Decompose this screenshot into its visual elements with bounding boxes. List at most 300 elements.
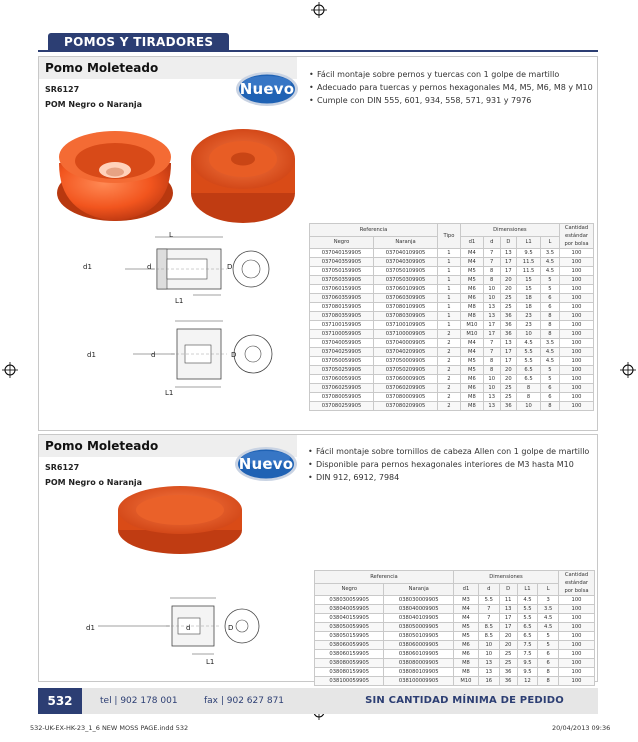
th-D: D	[500, 236, 517, 249]
table-cell: 8	[483, 366, 500, 375]
table-cell: 7.5	[517, 650, 538, 659]
table-cell: 20	[500, 366, 517, 375]
table-cell: 13	[499, 605, 517, 614]
table-row	[315, 632, 595, 641]
table-cell: 2	[438, 357, 461, 366]
table-cell: 5.5	[478, 596, 499, 605]
table-cell: M4	[460, 258, 483, 267]
product-title: Pomo Moleteado	[45, 439, 159, 453]
table-cell: 16	[478, 677, 499, 686]
table-cell: 6	[538, 650, 559, 659]
table-cell: 7.5	[517, 641, 538, 650]
table-cell: 10	[478, 641, 499, 650]
product-title: Pomo Moleteado	[45, 61, 159, 75]
table-cell: M5	[460, 366, 483, 375]
feature-item: • Adecuado para tuercas y pernos hexagonales M4, M5, M6, M8 y M10	[309, 82, 594, 94]
table-row	[310, 339, 594, 348]
table-cell: 038040009905	[384, 605, 453, 614]
table-cell: 100	[560, 393, 594, 402]
table-cell: 100	[560, 276, 594, 285]
table-cell: 4.5	[517, 339, 541, 348]
page-number: 532	[38, 688, 82, 714]
table-cell: M4	[460, 348, 483, 357]
table-cell: 17	[500, 348, 517, 357]
table-cell: 4.5	[540, 267, 559, 276]
table-cell: 13	[478, 659, 499, 668]
table-cell: 5	[540, 375, 559, 384]
feature-item: • Fácil montaje sobre tornillos de cabeza Allen con 1 golpe de martillo	[308, 446, 593, 458]
table-cell: 100	[560, 375, 594, 384]
dim-label-D: D	[228, 624, 234, 632]
table-cell: 5	[538, 641, 559, 650]
table-cell: M8	[460, 312, 483, 321]
table-cell: 10	[517, 402, 541, 411]
table-cell: 1	[438, 321, 461, 330]
table-cell: 1	[438, 276, 461, 285]
th-d1: d1	[460, 236, 483, 249]
table-cell: 9.5	[517, 249, 541, 258]
table-cell: M10	[453, 677, 478, 686]
table-cell: 7	[483, 249, 500, 258]
table-cell: 13	[483, 303, 500, 312]
table-cell: 20	[499, 641, 517, 650]
table-cell: 038060009905	[384, 641, 453, 650]
table-cell: 038060109905	[384, 650, 453, 659]
th-naranja: Naranja	[374, 236, 438, 249]
table-cell: 100	[559, 668, 595, 677]
table-cell: M5	[460, 267, 483, 276]
table-cell: 037040059905	[310, 339, 374, 348]
table-cell: 100	[560, 312, 594, 321]
table-cell: 10	[483, 375, 500, 384]
table-cell: 13	[500, 249, 517, 258]
table-cell: 100	[560, 294, 594, 303]
table-cell: 36	[500, 402, 517, 411]
table-cell: 037080059905	[310, 393, 374, 402]
phone-number: tel | 902 178 001	[100, 696, 178, 706]
technical-drawing-allen	[74, 596, 264, 662]
table-cell: 100	[560, 366, 594, 375]
table-cell: 037060209905	[374, 384, 438, 393]
table-cell: 2	[438, 375, 461, 384]
product-section-1	[38, 56, 598, 431]
table-cell: 100	[560, 258, 594, 267]
table-cell: 037080259905	[310, 402, 374, 411]
table-cell: 6	[540, 303, 559, 312]
dim-label-L1: L1	[206, 658, 215, 666]
table-cell: 100	[560, 303, 594, 312]
dim-label-d1: d1	[83, 263, 92, 271]
table-cell: 037050109905	[374, 267, 438, 276]
table-row	[310, 393, 594, 402]
th-L: L	[538, 583, 559, 596]
table-cell: 100	[560, 267, 594, 276]
nuevo-badge-2	[234, 446, 298, 482]
table-cell: 15	[517, 285, 541, 294]
table-cell: 038050109905	[384, 632, 453, 641]
table-cell: 100	[560, 339, 594, 348]
table-cell: 4.5	[540, 357, 559, 366]
table-cell: 100	[560, 249, 594, 258]
table-cell: 6	[538, 659, 559, 668]
table-cell: 037060159905	[310, 285, 374, 294]
table-cell: 100	[560, 330, 594, 339]
table-cell: 038100009905	[384, 677, 453, 686]
table-row	[310, 384, 594, 393]
registration-mark-right-icon	[620, 362, 636, 378]
table-cell: 8.5	[478, 632, 499, 641]
th-negro: Negro	[315, 583, 384, 596]
table-cell: 100	[559, 605, 595, 614]
dim-label-L1: L1	[175, 297, 184, 305]
table-cell: 6.5	[517, 632, 538, 641]
print-slug-date: 20/04/2013 09:36	[552, 724, 611, 732]
table-row	[310, 276, 594, 285]
category-header: POMOS Y TIRADORES	[48, 33, 229, 51]
table-cell: 3	[538, 596, 559, 605]
table-cell: 6.5	[517, 623, 538, 632]
table-cell: 037060259905	[310, 384, 374, 393]
th-d: d	[478, 583, 499, 596]
product-material: POM Negro o Naranja	[45, 478, 143, 487]
nuevo-badge	[235, 71, 299, 107]
table-cell: 100	[559, 650, 595, 659]
table-cell: 1	[438, 267, 461, 276]
table-cell: 5	[540, 285, 559, 294]
table-cell: 10	[478, 650, 499, 659]
table-cell: M8	[460, 393, 483, 402]
table-cell: M5	[453, 623, 478, 632]
table-cell: 037040159905	[310, 249, 374, 258]
table-cell: 17	[499, 614, 517, 623]
table-cell: 5.5	[517, 348, 541, 357]
table-cell: 037100109905	[374, 321, 438, 330]
table-cell: 25	[500, 384, 517, 393]
table-cell: 038080009905	[384, 659, 453, 668]
dim-label-d1: d1	[87, 351, 96, 359]
page-footer	[38, 688, 598, 714]
th-D: D	[499, 583, 517, 596]
table-cell: 5.5	[517, 605, 538, 614]
table-cell: 5	[540, 366, 559, 375]
nuevo-badge-label: Nuevo	[238, 455, 294, 473]
table-row	[315, 668, 595, 677]
table-cell: 3.5	[540, 339, 559, 348]
table-cell: 038050009905	[384, 623, 453, 632]
feature-item: • Disponible para pernos hexagonales interiores de M3 hasta M10	[308, 459, 593, 471]
table-cell: 037040359905	[310, 258, 374, 267]
th-negro: Negro	[310, 236, 374, 249]
table-cell: 4.5	[538, 614, 559, 623]
table-cell: 100	[560, 321, 594, 330]
table-cell: 23	[517, 321, 541, 330]
table-row	[310, 402, 594, 411]
table-cell: 17	[499, 623, 517, 632]
table-row	[310, 249, 594, 258]
table-cell: M6	[460, 375, 483, 384]
table-cell: M8	[460, 402, 483, 411]
table-cell: 037100159905	[310, 321, 374, 330]
table-cell: 8	[538, 677, 559, 686]
table-cell: 037100009905	[374, 330, 438, 339]
table-cell: 11.5	[517, 258, 541, 267]
th-L1: L1	[517, 583, 538, 596]
table-cell: 36	[499, 668, 517, 677]
product-code: SR6127	[45, 463, 80, 472]
min-order-notice: SIN CANTIDAD MÍNIMA DE PEDIDO	[365, 695, 564, 706]
spec-table-2	[314, 570, 595, 686]
table-cell: M8	[453, 659, 478, 668]
product-code: SR6127	[45, 85, 80, 94]
registration-mark-top-icon	[311, 2, 327, 18]
table-cell: 038050059905	[315, 623, 384, 632]
table-cell: 2	[438, 348, 461, 357]
table-cell: 037080159905	[310, 303, 374, 312]
table-row	[315, 677, 595, 686]
table-cell: 037080209905	[374, 402, 438, 411]
product-photo-knob-2	[110, 480, 250, 560]
table-cell: M6	[460, 294, 483, 303]
table-cell: 8	[540, 402, 559, 411]
table-cell: 6.5	[517, 375, 541, 384]
table-cell: M10	[460, 330, 483, 339]
table-cell: 1	[438, 312, 461, 321]
dim-label-d: d	[186, 624, 191, 632]
th-tipo: Tipo	[438, 224, 461, 249]
table-cell: 037050059905	[310, 357, 374, 366]
table-cell: 037060109905	[374, 285, 438, 294]
th-referencia: Referencia	[310, 224, 438, 237]
table-cell: 23	[517, 312, 541, 321]
table-cell: M5	[453, 632, 478, 641]
table-cell: 8.5	[478, 623, 499, 632]
table-cell: 10	[517, 330, 541, 339]
table-cell: 2	[438, 339, 461, 348]
table-cell: M4	[453, 605, 478, 614]
table-cell: 25	[500, 303, 517, 312]
table-row	[315, 659, 595, 668]
th-dimensiones: Dimensiones	[453, 571, 558, 584]
th-referencia: Referencia	[315, 571, 454, 584]
feature-item: • DIN 912, 6912, 7984	[308, 472, 593, 484]
table-cell: 037040309905	[374, 258, 438, 267]
table-cell: 037050259905	[310, 366, 374, 375]
table-cell: 037060309905	[374, 294, 438, 303]
table-cell: M8	[460, 303, 483, 312]
table-cell: 100	[560, 285, 594, 294]
table-cell: 11	[499, 596, 517, 605]
table-cell: 13	[478, 668, 499, 677]
table-cell: 20	[500, 375, 517, 384]
table-cell: 8	[538, 668, 559, 677]
table-cell: M5	[460, 276, 483, 285]
table-cell: 100	[560, 348, 594, 357]
table-cell: 8	[540, 321, 559, 330]
table-cell: 20	[499, 632, 517, 641]
table-cell: 7	[483, 348, 500, 357]
th-cantidad: Cantidad estándar por bolsa	[560, 224, 594, 249]
nuevo-badge-label: Nuevo	[239, 80, 295, 98]
table-cell: 18	[517, 294, 541, 303]
table-cell: 037060059905	[310, 375, 374, 384]
table-cell: 037050159905	[310, 267, 374, 276]
table-cell: 3.5	[540, 249, 559, 258]
table-cell: 5	[538, 632, 559, 641]
table-cell: 1	[438, 258, 461, 267]
table-cell: 13	[483, 402, 500, 411]
table-cell: 4.5	[517, 596, 538, 605]
table-cell: 2	[438, 384, 461, 393]
table-cell: 9.5	[517, 668, 538, 677]
table-cell: 17	[483, 330, 500, 339]
table-row	[310, 285, 594, 294]
table-cell: 20	[500, 276, 517, 285]
table-cell: M10	[460, 321, 483, 330]
table-cell: 100	[559, 632, 595, 641]
table-cell: 5	[540, 276, 559, 285]
table-cell: 038080109905	[384, 668, 453, 677]
product-material: POM Negro o Naranja	[45, 100, 143, 109]
table-cell: 6.5	[517, 366, 541, 375]
table-cell: 7	[483, 258, 500, 267]
table-row	[315, 650, 595, 659]
table-cell: 8	[483, 357, 500, 366]
registration-mark-left-icon	[2, 362, 18, 378]
table-cell: 100	[559, 641, 595, 650]
feature-item: • Fácil montaje sobre pernos y tuercas con 1 golpe de martillo	[309, 69, 594, 81]
table-cell: 037050309905	[374, 276, 438, 285]
table-cell: 17	[500, 267, 517, 276]
table-cell: 3.5	[538, 605, 559, 614]
table-cell: 10	[483, 285, 500, 294]
table-cell: 1	[438, 303, 461, 312]
table-cell: 037050009905	[374, 357, 438, 366]
spec-table-1	[309, 223, 594, 411]
table-row	[315, 623, 595, 632]
table-cell: 100	[559, 659, 595, 668]
table-cell: M8	[453, 668, 478, 677]
th-d1: d1	[453, 583, 478, 596]
table-cell: M6	[453, 650, 478, 659]
table-cell: 10	[483, 384, 500, 393]
table-row	[315, 596, 595, 605]
table-cell: 25	[500, 294, 517, 303]
table-cell: M4	[453, 614, 478, 623]
table-cell: 18	[517, 303, 541, 312]
th-L: L	[540, 236, 559, 249]
th-d: d	[483, 236, 500, 249]
table-cell: 8	[540, 312, 559, 321]
table-cell: 17	[500, 357, 517, 366]
feature-list-2	[308, 446, 593, 485]
table-cell: 2	[438, 330, 461, 339]
table-cell: 037040009905	[374, 339, 438, 348]
table-cell: 4.5	[540, 258, 559, 267]
table-cell: 6	[540, 294, 559, 303]
table-cell: 1	[438, 294, 461, 303]
table-row	[310, 294, 594, 303]
table-cell: 36	[499, 677, 517, 686]
table-cell: 100	[559, 614, 595, 623]
table-cell: 038040109905	[384, 614, 453, 623]
table-cell: 25	[499, 659, 517, 668]
th-dimensiones: Dimensiones	[460, 224, 559, 237]
table-cell: 037080359905	[310, 312, 374, 321]
table-row	[310, 258, 594, 267]
table-cell: 038100059905	[315, 677, 384, 686]
table-cell: 037050209905	[374, 366, 438, 375]
th-L1: L1	[517, 236, 541, 249]
table-cell: 100	[559, 623, 595, 632]
dim-label-D: D	[227, 263, 233, 271]
table-cell: 038080159905	[315, 668, 384, 677]
th-naranja: Naranja	[384, 583, 453, 596]
table-row	[310, 321, 594, 330]
table-cell: 100	[559, 596, 595, 605]
table-cell: 037080109905	[374, 303, 438, 312]
table-cell: 20	[500, 285, 517, 294]
product-photo-knobs	[47, 115, 297, 235]
table-cell: 100	[559, 677, 595, 686]
table-cell: 038050159905	[315, 632, 384, 641]
table-cell: 8	[483, 267, 500, 276]
table-cell: 1	[438, 285, 461, 294]
table-cell: 13	[500, 339, 517, 348]
table-cell: 037040209905	[374, 348, 438, 357]
table-cell: 10	[483, 294, 500, 303]
table-row	[310, 357, 594, 366]
table-cell: 038030009905	[384, 596, 453, 605]
table-cell: 038080059905	[315, 659, 384, 668]
table-row	[310, 330, 594, 339]
table-cell: 25	[500, 393, 517, 402]
table-cell: 6	[540, 384, 559, 393]
table-cell: 4.5	[540, 348, 559, 357]
table-cell: M4	[460, 249, 483, 258]
table-cell: 038040059905	[315, 605, 384, 614]
table-cell: 8	[517, 384, 541, 393]
table-cell: M6	[460, 285, 483, 294]
table-cell: 2	[438, 402, 461, 411]
table-cell: 36	[500, 312, 517, 321]
table-cell: 13	[483, 393, 500, 402]
table-cell: 037040109905	[374, 249, 438, 258]
feature-item: • Cumple con DIN 555, 601, 934, 558, 571, 931 y 7976	[309, 95, 594, 107]
table-cell: 1	[438, 249, 461, 258]
dim-label-d: d	[147, 263, 152, 271]
table-cell: 8	[483, 276, 500, 285]
table-cell: 8	[517, 393, 541, 402]
table-cell: M3	[453, 596, 478, 605]
dim-label-d1: d1	[86, 624, 95, 632]
table-cell: M4	[460, 339, 483, 348]
table-cell: 36	[500, 321, 517, 330]
dim-label-L: L	[169, 231, 173, 239]
table-cell: 7	[483, 339, 500, 348]
table-cell: 5.5	[517, 614, 538, 623]
table-cell: 100	[560, 357, 594, 366]
table-cell: M6	[453, 641, 478, 650]
table-cell: 038060059905	[315, 641, 384, 650]
fax-number: fax | 902 627 871	[204, 696, 285, 706]
table-cell: 36	[500, 330, 517, 339]
table-row	[310, 303, 594, 312]
table-cell: 25	[499, 650, 517, 659]
table-row	[310, 348, 594, 357]
table-cell: 12	[517, 677, 538, 686]
table-cell: 037050359905	[310, 276, 374, 285]
table-cell: 7	[478, 614, 499, 623]
